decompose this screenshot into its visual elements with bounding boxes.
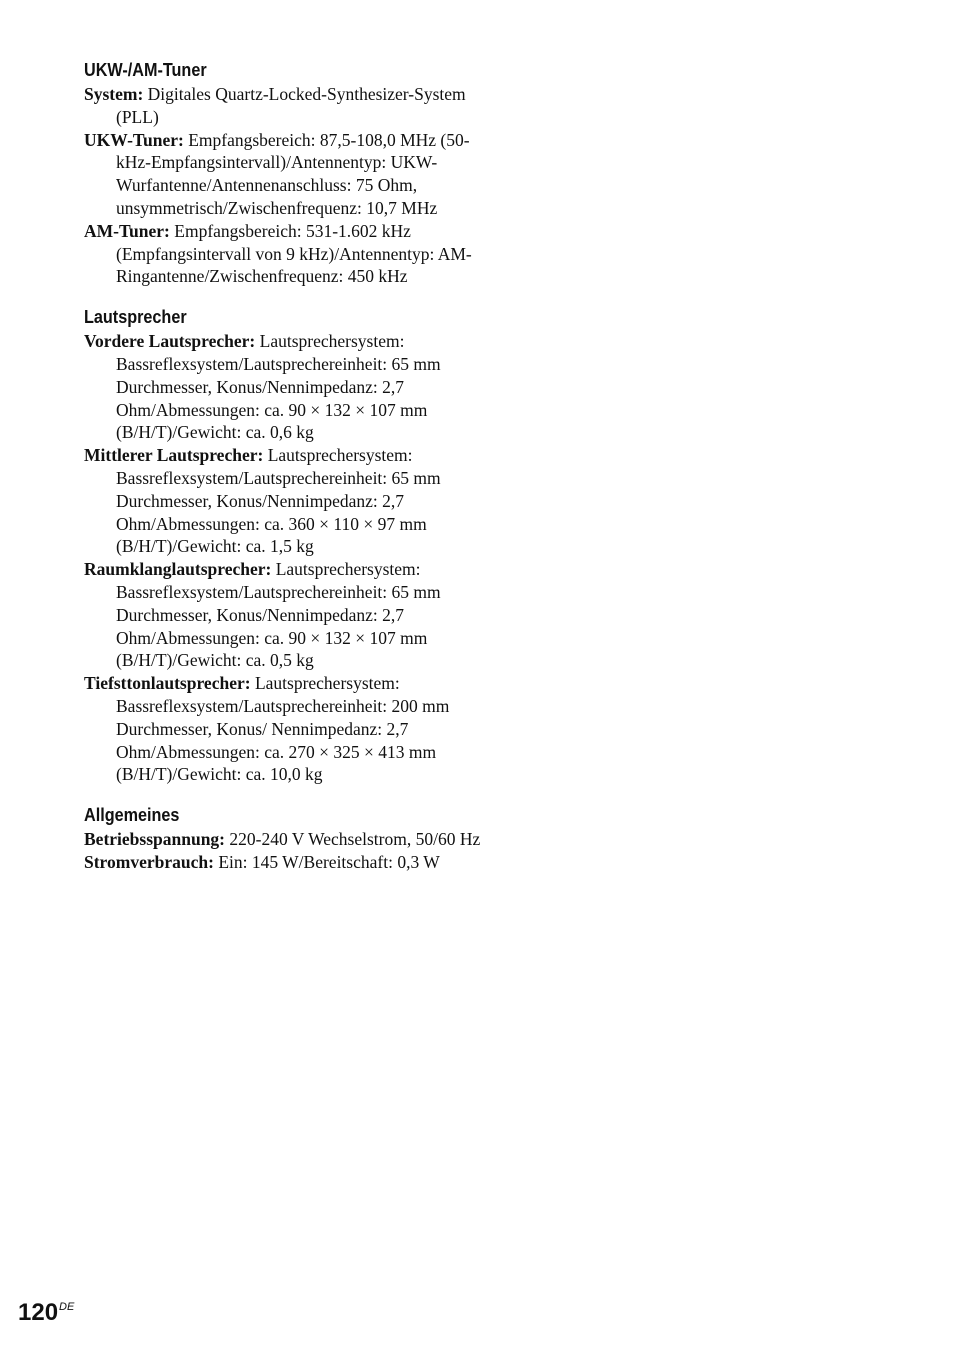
spec-label: System: [84, 84, 144, 104]
spec-tiefsttonlautsprecher [84, 672, 484, 786]
section-lautsprecher [84, 305, 484, 786]
spec-label: Betriebsspannung: [84, 829, 226, 850]
section-heading: Allgemeines [84, 805, 180, 826]
section-heading: UKW-/AM-Tuner [84, 60, 207, 80]
page-number: 120 [18, 1299, 59, 1326]
page-language-suffix: DE [59, 1301, 75, 1313]
spec-system [84, 83, 484, 129]
spec-label: AM-Tuner: [84, 220, 170, 241]
spec-text: Lautsprechersystem: Bassreflexsystem/Lautsprechereinheit: 200 mm Durchmesser, Konus/ Nennimpedanz: 2,7 Ohm/Abmessungen: ca. 270 × 325 × 413 mm (B/H/T)/Gewicht: ca. 10,0 kg [116, 673, 450, 785]
section-allgemeines [84, 803, 484, 874]
spec-text: Lautsprechersystem: Bassreflexsystem/Lautsprechereinheit: 65 mm Durchmesser, Konus/Nennimpedanz: 2,7 Ohm/Abmessungen: ca. 90 × 132 × 107 mm (B/H/T)/Gewicht: ca. 0,5 kg [116, 559, 441, 671]
spec-text: Ein: 145 W/Bereitschaft: 0,3 W [218, 851, 440, 872]
spec-text: Empfangsbereich: 87,5-108,0 MHz (50-kHz-Empfangsintervall)/Antennentyp: UKW-Wurfantenne/Antennenanschluss: 75 Ohm, unsymmetrisch/Zwischenfrequenz: 10,7 MHz [116, 129, 470, 218]
spec-betriebsspannung [84, 828, 484, 851]
spec-label: UKW-Tuner: [84, 129, 184, 150]
spec-column [84, 58, 484, 891]
spec-label: Vordere Lautsprecher: [84, 331, 256, 352]
spec-label: Stromverbrauch: [84, 851, 214, 872]
section-heading: Lautsprecher [84, 307, 187, 328]
page-footer [18, 1298, 74, 1328]
spec-text: Digitales Quartz-Locked-Synthesizer-System (PLL) [116, 84, 466, 127]
spec-am-tuner [84, 220, 484, 288]
section-ukw-am-tuner [84, 58, 484, 288]
spec-text: Lautsprechersystem: Bassreflexsystem/Lautsprechereinheit: 65 mm Durchmesser, Konus/Nennimpedanz: 2,7 Ohm/Abmessungen: ca. 90 × 132 × 107 mm (B/H/T)/Gewicht: ca. 0,6 kg [116, 331, 441, 443]
spec-text: Empfangsbereich: 531-1.602 kHz (Empfangsintervall von 9 kHz)/Antennentyp: AM-Ringantenne/Zwischenfrequenz: 450 kHz [116, 220, 472, 287]
spec-raumklanglautsprecher [84, 558, 484, 672]
spec-stromverbrauch [84, 851, 484, 874]
spec-label: Raumklanglautsprecher: [84, 559, 272, 580]
spec-text: Lautsprechersystem: Bassreflexsystem/Lautsprechereinheit: 65 mm Durchmesser, Konus/Nennimpedanz: 2,7 Ohm/Abmessungen: ca. 360 × 110 × 97 mm (B/H/T)/Gewicht: ca. 1,5 kg [116, 445, 441, 557]
spec-mittlerer-lautsprecher [84, 444, 484, 558]
spec-label: Mittlerer Lautsprecher: [84, 445, 264, 466]
spec-vordere-lautsprecher [84, 330, 484, 444]
spec-ukw-tuner [84, 129, 484, 220]
spec-label: Tiefsttonlautsprecher: [84, 673, 251, 694]
spec-text: 220-240 V Wechselstrom, 50/60 Hz [229, 829, 481, 850]
